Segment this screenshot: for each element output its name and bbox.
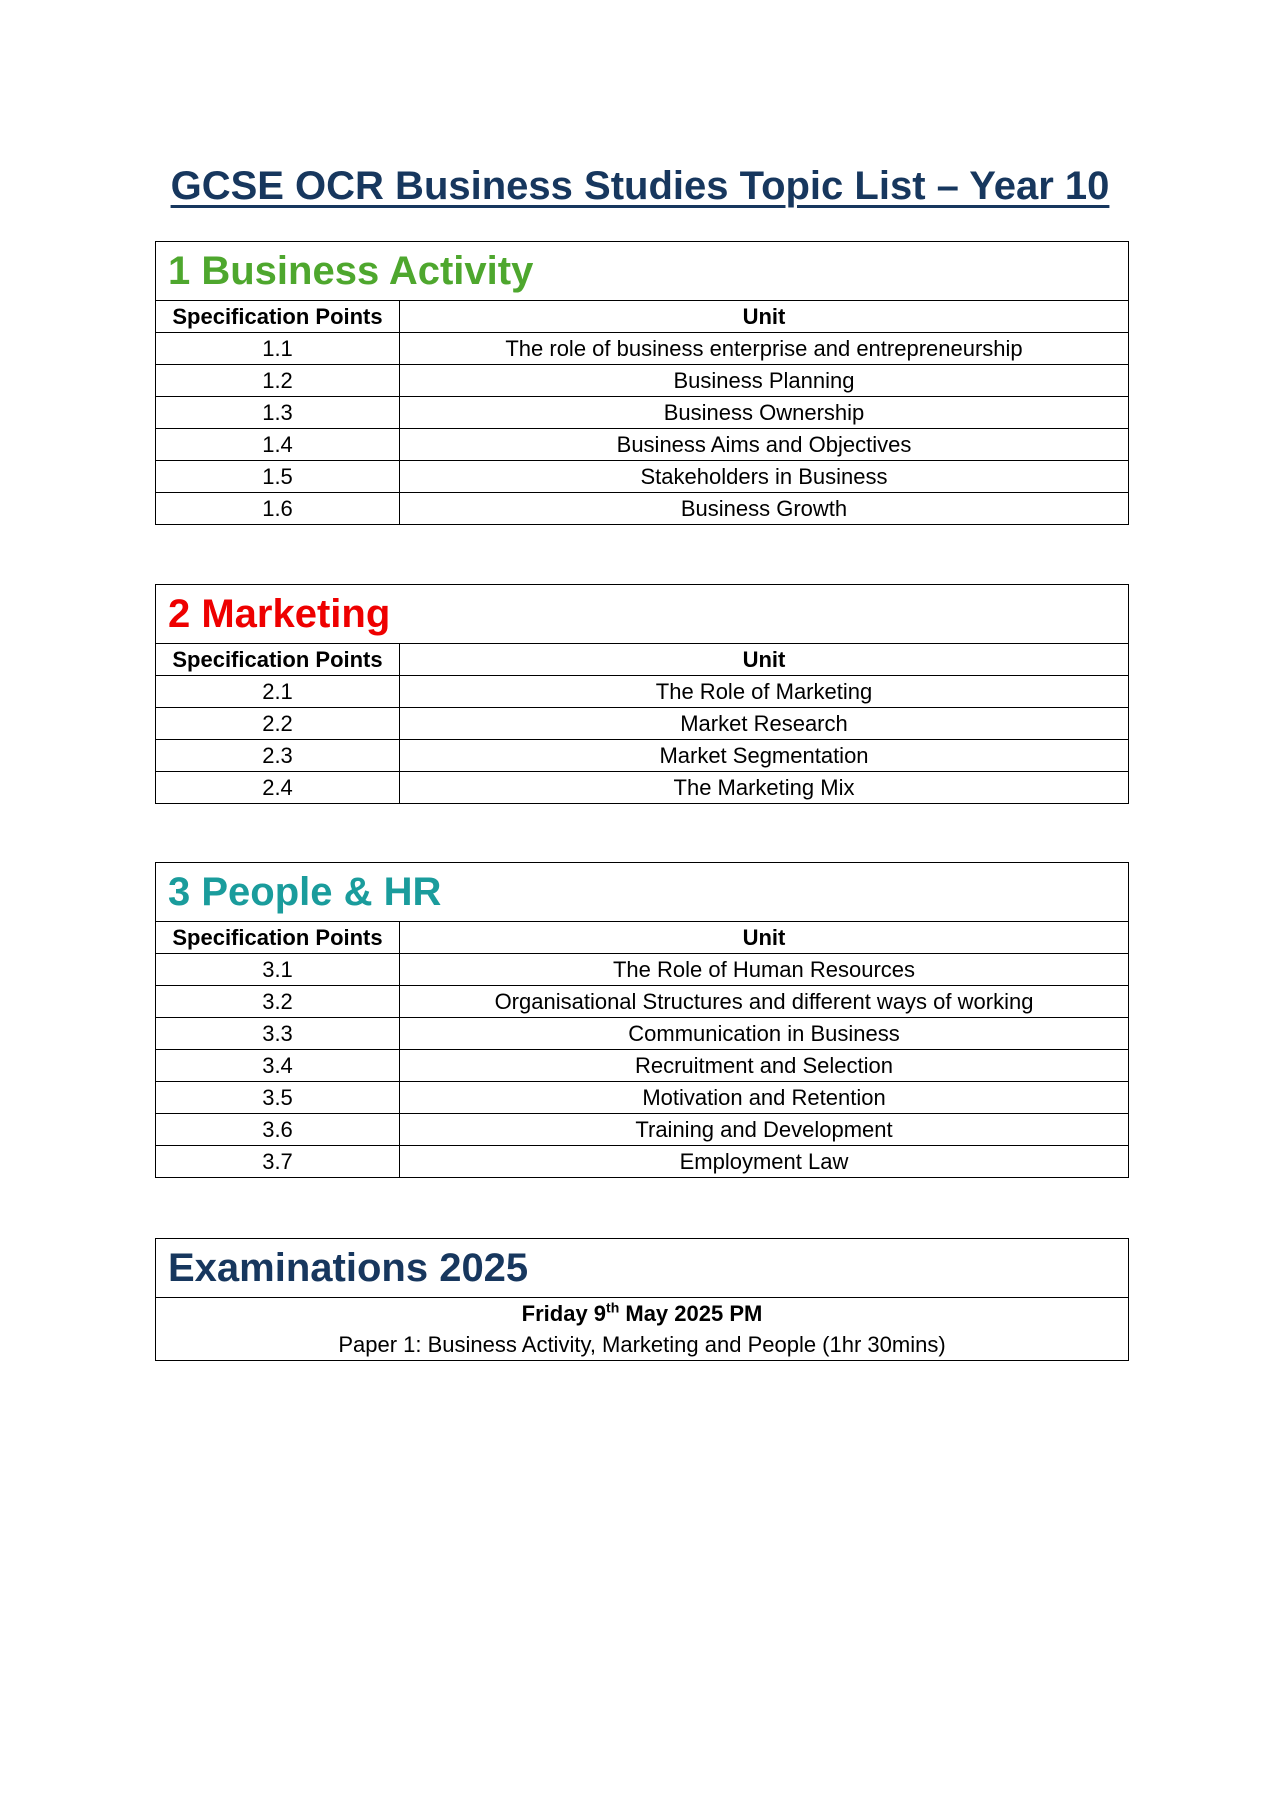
spec-cell: 2.4 bbox=[156, 772, 400, 804]
table-row bbox=[156, 365, 1129, 397]
unit-cell: The role of business enterprise and entrepreneurship bbox=[400, 333, 1129, 365]
column-header-spec: Specification Points bbox=[156, 301, 400, 333]
spec-cell: 2.2 bbox=[156, 708, 400, 740]
exam-details bbox=[156, 1298, 1129, 1361]
unit-cell: Business Ownership bbox=[400, 397, 1129, 429]
unit-cell: Business Planning bbox=[400, 365, 1129, 397]
table-row bbox=[156, 493, 1129, 525]
column-header-unit: Unit bbox=[400, 922, 1129, 954]
spec-cell: 3.4 bbox=[156, 1050, 400, 1082]
unit-cell: Business Growth bbox=[400, 493, 1129, 525]
table-row bbox=[156, 740, 1129, 772]
spec-cell: 1.1 bbox=[156, 333, 400, 365]
spec-cell: 3.3 bbox=[156, 1018, 400, 1050]
spec-cell: 1.5 bbox=[156, 461, 400, 493]
exam-date-ordinal: th bbox=[606, 1299, 620, 1316]
unit-cell: Employment Law bbox=[400, 1146, 1129, 1178]
section-marketing bbox=[155, 584, 1129, 804]
table-row bbox=[156, 676, 1129, 708]
unit-cell: Stakeholders in Business bbox=[400, 461, 1129, 493]
table-row bbox=[156, 954, 1129, 986]
table-row bbox=[156, 986, 1129, 1018]
exam-date bbox=[156, 1298, 1128, 1329]
section-heading: 1 Business Activity bbox=[156, 242, 1129, 301]
unit-cell: Market Research bbox=[400, 708, 1129, 740]
unit-cell: Organisational Structures and different ways of working bbox=[400, 986, 1129, 1018]
section-people-hr bbox=[155, 862, 1129, 1178]
spec-cell: 2.1 bbox=[156, 676, 400, 708]
page-title-text: GCSE OCR Business Studies Topic List – Year 10 bbox=[170, 164, 1110, 208]
table-row bbox=[156, 429, 1129, 461]
exam-paper: Paper 1: Business Activity, Marketing and People (1hr 30mins) bbox=[338, 1332, 946, 1357]
spec-cell: 1.6 bbox=[156, 493, 400, 525]
table-row bbox=[156, 1146, 1129, 1178]
unit-cell: Recruitment and Selection bbox=[400, 1050, 1129, 1082]
spec-cell: 1.2 bbox=[156, 365, 400, 397]
unit-cell: The Role of Human Resources bbox=[400, 954, 1129, 986]
spec-cell: 3.1 bbox=[156, 954, 400, 986]
table-row bbox=[156, 1082, 1129, 1114]
table-row bbox=[156, 461, 1129, 493]
unit-cell: Market Segmentation bbox=[400, 740, 1129, 772]
table-row bbox=[156, 397, 1129, 429]
unit-cell: Business Aims and Objectives bbox=[400, 429, 1129, 461]
spec-cell: 2.3 bbox=[156, 740, 400, 772]
table-row bbox=[156, 1050, 1129, 1082]
exam-date-rest: May 2025 PM bbox=[619, 1301, 763, 1326]
exam-date-day: Friday 9 bbox=[521, 1301, 607, 1326]
spec-cell: 3.7 bbox=[156, 1146, 400, 1178]
table-row bbox=[156, 772, 1129, 804]
table-row bbox=[156, 708, 1129, 740]
table-row bbox=[156, 333, 1129, 365]
section-business-activity bbox=[155, 241, 1129, 525]
column-header-spec: Specification Points bbox=[156, 644, 400, 676]
unit-cell: The Marketing Mix bbox=[400, 772, 1129, 804]
section-heading: 3 People & HR bbox=[156, 863, 1129, 922]
column-header-unit: Unit bbox=[400, 301, 1129, 333]
section-examinations bbox=[155, 1238, 1129, 1361]
table-row bbox=[156, 1018, 1129, 1050]
spec-cell: 1.3 bbox=[156, 397, 400, 429]
spec-cell: 3.6 bbox=[156, 1114, 400, 1146]
page-title bbox=[0, 160, 1280, 212]
spec-cell: 3.5 bbox=[156, 1082, 400, 1114]
table-row bbox=[156, 1114, 1129, 1146]
column-header-unit: Unit bbox=[400, 644, 1129, 676]
unit-cell: Training and Development bbox=[400, 1114, 1129, 1146]
section-heading: Examinations 2025 bbox=[156, 1239, 1129, 1298]
spec-cell: 3.2 bbox=[156, 986, 400, 1018]
unit-cell: Communication in Business bbox=[400, 1018, 1129, 1050]
unit-cell: Motivation and Retention bbox=[400, 1082, 1129, 1114]
unit-cell: The Role of Marketing bbox=[400, 676, 1129, 708]
spec-cell: 1.4 bbox=[156, 429, 400, 461]
column-header-spec: Specification Points bbox=[156, 922, 400, 954]
section-heading: 2 Marketing bbox=[156, 585, 1129, 644]
